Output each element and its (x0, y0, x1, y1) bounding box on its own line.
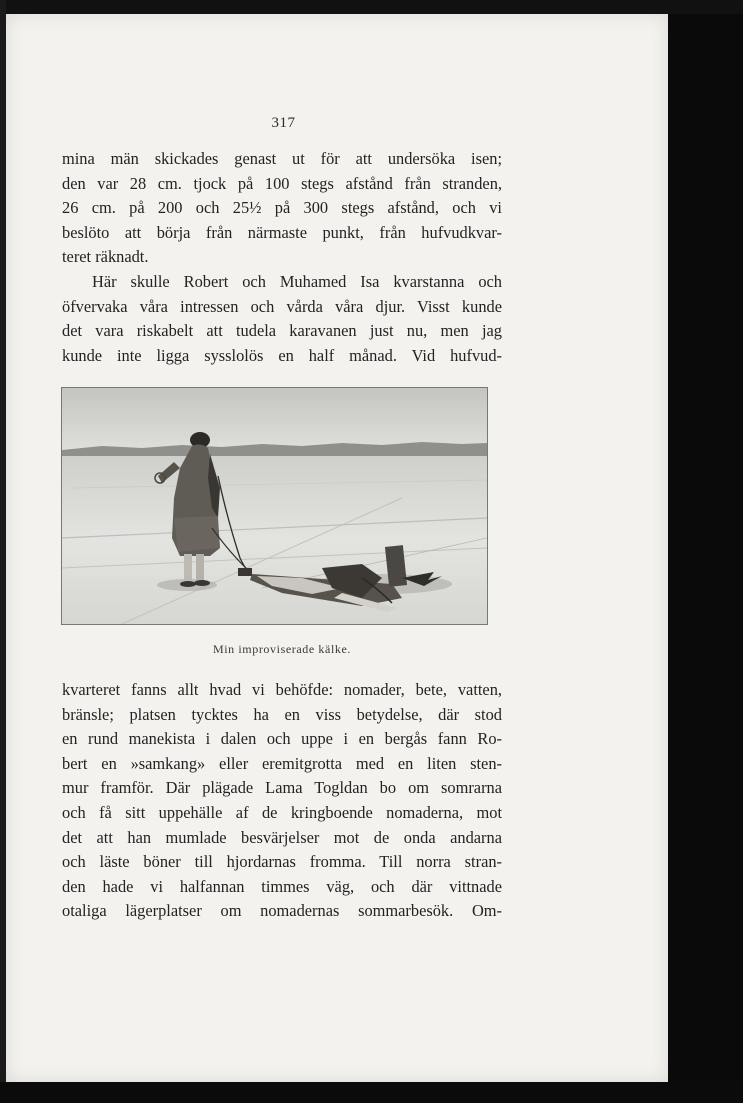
text-line: en rund manekista i dalen och uppe i en bergås fann Ro- (62, 729, 502, 749)
scan-border-bottom (0, 1082, 743, 1103)
text-line: det att han mumlade besvärjelser mot de onda andarna (62, 827, 502, 847)
text-line: och läste böner till hjordarnas fromma. Till norra stran- (62, 852, 502, 872)
text-block-upper (62, 147, 502, 368)
text-line: mina män skickades genast ut för att undersöka isen; (62, 149, 502, 168)
text-line: den hade vi halfannan timmes väg, och där vittnade (62, 876, 502, 896)
scan-border-top (0, 0, 743, 14)
text-line: kvarteret fanns allt hvad vi behöfde: nomader, bete, vatten, (62, 680, 502, 699)
photograph-sled-on-ice (61, 387, 488, 625)
text-line: beslöto att börja från närmaste punkt, från hufvudkvar- (62, 222, 502, 242)
text-line: 26 cm. på 200 och 25½ på 300 stegs afstånd, och vi (62, 198, 502, 218)
text-line: öfvervaka våra intressen och vårda våra djur. Visst kunde (62, 296, 502, 316)
text-line: bert en »samkang» eller eremitgrotta med en liten sten- (62, 753, 502, 773)
text-line: otaliga lägerplatser om nomadernas sommarbesök. Om- (62, 901, 502, 921)
text-block-lower (62, 678, 502, 924)
text-line: och få sitt uppehälle af de kringboende nomaderna, mot (62, 802, 502, 822)
text-line: kunde inte ligga sysslolös en half månad. Vid hufvud- (62, 345, 502, 365)
text-line: det vara riskabelt att tudela karavanen just nu, men jag (62, 321, 502, 341)
text-line: teret räknadt. (62, 247, 149, 267)
photo-illustration (62, 388, 487, 624)
text-line: den var 28 cm. tjock på 100 stegs afstånd från stranden, (62, 173, 502, 193)
text-line: Här skulle Robert och Muhamed Isa kvarstanna och (92, 271, 502, 291)
page-number: 317 (271, 115, 296, 131)
book-page (6, 14, 668, 1082)
text-line: mur framför. Där plägade Lama Togldan bo om somrarna (62, 778, 502, 798)
text-line: bränsle; platsen tycktes ha en viss betydelse, där stod (62, 704, 502, 724)
figure-caption: Min improviserade kälke. (212, 642, 352, 656)
